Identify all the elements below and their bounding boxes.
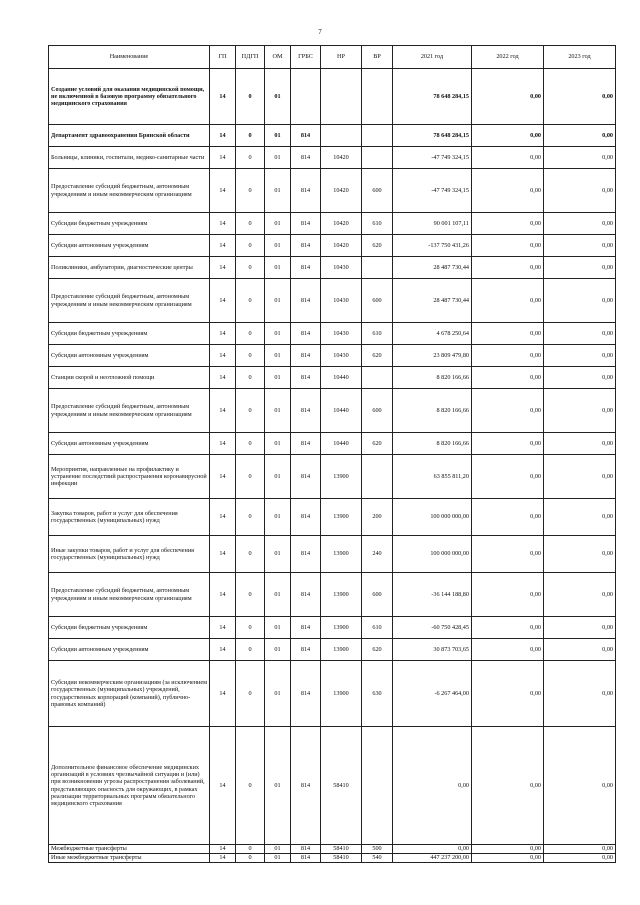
cell-y2021: 8 820 166,66 [393, 389, 472, 433]
table-row [49, 125, 616, 147]
cell-y2021: 28 487 730,44 [393, 279, 472, 323]
table-row [49, 257, 616, 279]
cell-nr: 58410 [321, 854, 362, 863]
cell-gp: 14 [210, 389, 236, 433]
cell-om: 01 [265, 854, 291, 863]
cell-y2023: 0,00 [544, 69, 616, 125]
cell-pdgp: 0 [236, 573, 265, 617]
cell-gp: 14 [210, 455, 236, 499]
table-row [49, 617, 616, 639]
cell-y2023: 0,00 [544, 617, 616, 639]
cell-vr: 610 [362, 213, 393, 235]
cell-grbs: 814 [291, 235, 321, 257]
cell-y2022: 0,00 [472, 854, 544, 863]
cell-om: 01 [265, 727, 291, 845]
cell-vr [362, 257, 393, 279]
table-row [49, 499, 616, 536]
cell-y2023: 0,00 [544, 279, 616, 323]
cell-y2023: 0,00 [544, 639, 616, 661]
cell-y2023: 0,00 [544, 345, 616, 367]
cell-vr: 600 [362, 279, 393, 323]
header-vr: ВР [362, 46, 393, 69]
cell-name: Предоставление субсидий бюджетным, автономным учреждениям и иным некоммерческим организациям [49, 279, 210, 323]
cell-name: Мероприятия, направленные на профилактику и устранение последствий распространения коронавирусной инфекции [49, 455, 210, 499]
cell-om: 01 [265, 536, 291, 573]
cell-om: 01 [265, 279, 291, 323]
cell-name: Субсидии автономным учреждениям [49, 433, 210, 455]
cell-nr: 10440 [321, 389, 362, 433]
cell-om: 01 [265, 235, 291, 257]
cell-nr: 10430 [321, 279, 362, 323]
cell-y2023: 0,00 [544, 125, 616, 147]
cell-grbs: 814 [291, 573, 321, 617]
cell-gp: 14 [210, 854, 236, 863]
cell-pdgp: 0 [236, 147, 265, 169]
cell-vr: 600 [362, 389, 393, 433]
cell-vr: 620 [362, 235, 393, 257]
cell-grbs: 814 [291, 854, 321, 863]
cell-name: Дополнительное финансовое обеспечение медицинских организаций в условиях чрезвычайной ситуации и (или) при возникновении угрозы распространения заболеваний, представляющих опасность для окружающих, в рамках реализации территориальных программ обязательного медицинского страхования [49, 727, 210, 845]
table-row [49, 389, 616, 433]
cell-nr: 13900 [321, 617, 362, 639]
cell-grbs: 814 [291, 345, 321, 367]
cell-pdgp: 0 [236, 854, 265, 863]
cell-vr [362, 727, 393, 845]
cell-y2023: 0,00 [544, 573, 616, 617]
table-row [49, 639, 616, 661]
header-2023: 2023 год [544, 46, 616, 69]
cell-nr: 10420 [321, 235, 362, 257]
cell-y2023: 0,00 [544, 727, 616, 845]
cell-pdgp: 0 [236, 69, 265, 125]
cell-name: Иные закупки товаров, работ и услуг для обеспечения государственных (муниципальных) нужд [49, 536, 210, 573]
cell-nr: 10430 [321, 257, 362, 279]
cell-grbs: 814 [291, 661, 321, 727]
cell-nr: 13900 [321, 639, 362, 661]
cell-gp: 14 [210, 661, 236, 727]
table-row [49, 854, 616, 863]
cell-pdgp: 0 [236, 455, 265, 499]
cell-grbs: 814 [291, 845, 321, 854]
cell-y2023: 0,00 [544, 499, 616, 536]
cell-vr [362, 367, 393, 389]
cell-gp: 14 [210, 147, 236, 169]
cell-y2023: 0,00 [544, 257, 616, 279]
cell-grbs: 814 [291, 433, 321, 455]
cell-vr: 600 [362, 169, 393, 213]
cell-om: 01 [265, 617, 291, 639]
cell-pdgp: 0 [236, 257, 265, 279]
header-om: ОМ [265, 46, 291, 69]
cell-grbs: 814 [291, 213, 321, 235]
cell-y2021: -6 267 464,00 [393, 661, 472, 727]
cell-y2021: -47 749 324,15 [393, 147, 472, 169]
table-row [49, 727, 616, 845]
table-row [49, 279, 616, 323]
cell-name: Закупка товаров, работ и услуг для обеспечения государственных (муниципальных) нужд [49, 499, 210, 536]
cell-grbs: 814 [291, 727, 321, 845]
cell-y2022: 0,00 [472, 433, 544, 455]
cell-y2022: 0,00 [472, 235, 544, 257]
cell-vr: 540 [362, 854, 393, 863]
cell-y2023: 0,00 [544, 661, 616, 727]
cell-grbs: 814 [291, 639, 321, 661]
cell-name: Предоставление субсидий бюджетным, автономным учреждениям и иным некоммерческим организациям [49, 389, 210, 433]
cell-y2023: 0,00 [544, 367, 616, 389]
cell-name: Межбюджетные трансферты [49, 845, 210, 854]
cell-om: 01 [265, 845, 291, 854]
cell-gp: 14 [210, 345, 236, 367]
cell-om: 01 [265, 367, 291, 389]
cell-nr: 10440 [321, 367, 362, 389]
cell-nr: 10420 [321, 147, 362, 169]
cell-gp: 14 [210, 257, 236, 279]
cell-gp: 14 [210, 573, 236, 617]
cell-pdgp: 0 [236, 727, 265, 845]
cell-nr [321, 69, 362, 125]
cell-y2021: 28 487 730,44 [393, 257, 472, 279]
cell-name: Предоставление субсидий бюджетным, автономным учреждениям и иным некоммерческим организациям [49, 169, 210, 213]
header-pdgp: ПДГП [236, 46, 265, 69]
table-row [49, 69, 616, 125]
cell-gp: 14 [210, 279, 236, 323]
cell-pdgp: 0 [236, 617, 265, 639]
cell-y2021: 8 820 166,66 [393, 433, 472, 455]
cell-y2023: 0,00 [544, 389, 616, 433]
cell-vr: 200 [362, 499, 393, 536]
cell-vr: 620 [362, 639, 393, 661]
cell-name: Иные межбюджетные трансферты [49, 854, 210, 863]
cell-y2022: 0,00 [472, 69, 544, 125]
cell-pdgp: 0 [236, 389, 265, 433]
cell-nr: 10420 [321, 169, 362, 213]
cell-om: 01 [265, 433, 291, 455]
cell-om: 01 [265, 147, 291, 169]
cell-pdgp: 0 [236, 499, 265, 536]
cell-y2023: 0,00 [544, 845, 616, 854]
cell-y2022: 0,00 [472, 323, 544, 345]
table-row [49, 213, 616, 235]
cell-gp: 14 [210, 433, 236, 455]
cell-name: Субсидии автономным учреждениям [49, 345, 210, 367]
table-row [49, 573, 616, 617]
table-row [49, 323, 616, 345]
cell-y2023: 0,00 [544, 235, 616, 257]
cell-y2022: 0,00 [472, 727, 544, 845]
cell-y2022: 0,00 [472, 147, 544, 169]
cell-grbs: 814 [291, 323, 321, 345]
cell-om: 01 [265, 345, 291, 367]
cell-om: 01 [265, 455, 291, 499]
cell-pdgp: 0 [236, 213, 265, 235]
cell-pdgp: 0 [236, 169, 265, 213]
cell-name: Субсидии некоммерческим организациям (за исключением государственных (муниципальных) учреждений, государственных корпораций (компаний), публично-правовых компаний) [49, 661, 210, 727]
cell-name: Станции скорой и неотложной помощи [49, 367, 210, 389]
cell-om: 01 [265, 169, 291, 213]
cell-name: Больницы, клиники, госпитали, медико-санитарные части [49, 147, 210, 169]
cell-y2021: -60 750 428,45 [393, 617, 472, 639]
budget-table [48, 45, 616, 863]
cell-gp: 14 [210, 125, 236, 147]
cell-y2021: 30 873 703,65 [393, 639, 472, 661]
cell-nr: 10440 [321, 433, 362, 455]
cell-y2022: 0,00 [472, 279, 544, 323]
cell-om: 01 [265, 499, 291, 536]
cell-gp: 14 [210, 639, 236, 661]
cell-name: Департамент здравоохранения Брянской области [49, 125, 210, 147]
cell-vr: 630 [362, 661, 393, 727]
cell-grbs: 814 [291, 455, 321, 499]
cell-y2023: 0,00 [544, 147, 616, 169]
cell-y2021: 0,00 [393, 845, 472, 854]
cell-y2022: 0,00 [472, 536, 544, 573]
cell-om: 01 [265, 257, 291, 279]
cell-name: Предоставление субсидий бюджетным, автономным учреждениям и иным некоммерческим организациям [49, 573, 210, 617]
cell-grbs: 814 [291, 367, 321, 389]
cell-vr: 610 [362, 617, 393, 639]
cell-y2021: 78 648 284,15 [393, 69, 472, 125]
cell-gp: 14 [210, 69, 236, 125]
cell-grbs: 814 [291, 279, 321, 323]
cell-vr: 610 [362, 323, 393, 345]
cell-vr: 500 [362, 845, 393, 854]
cell-name: Субсидии бюджетным учреждениям [49, 617, 210, 639]
cell-y2021: 78 648 284,15 [393, 125, 472, 147]
cell-nr: 13900 [321, 536, 362, 573]
cell-y2021: 447 237 200,00 [393, 854, 472, 863]
cell-pdgp: 0 [236, 845, 265, 854]
cell-y2022: 0,00 [472, 617, 544, 639]
header-grbs: ГРБС [291, 46, 321, 69]
cell-vr: 620 [362, 345, 393, 367]
cell-vr: 240 [362, 536, 393, 573]
cell-y2022: 0,00 [472, 639, 544, 661]
cell-gp: 14 [210, 169, 236, 213]
cell-nr: 13900 [321, 455, 362, 499]
cell-grbs: 814 [291, 169, 321, 213]
table-row [49, 147, 616, 169]
cell-pdgp: 0 [236, 345, 265, 367]
cell-pdgp: 0 [236, 235, 265, 257]
cell-y2022: 0,00 [472, 367, 544, 389]
cell-grbs: 814 [291, 617, 321, 639]
cell-y2021: -47 749 324,15 [393, 169, 472, 213]
cell-vr [362, 147, 393, 169]
cell-y2022: 0,00 [472, 389, 544, 433]
cell-om: 01 [265, 213, 291, 235]
cell-pdgp: 0 [236, 433, 265, 455]
table-row [49, 661, 616, 727]
cell-grbs: 814 [291, 257, 321, 279]
cell-y2022: 0,00 [472, 345, 544, 367]
cell-y2022: 0,00 [472, 213, 544, 235]
table-row [49, 235, 616, 257]
cell-om: 01 [265, 125, 291, 147]
cell-gp: 14 [210, 536, 236, 573]
cell-nr: 13900 [321, 573, 362, 617]
cell-vr [362, 455, 393, 499]
cell-pdgp: 0 [236, 323, 265, 345]
cell-y2021: 90 001 107,11 [393, 213, 472, 235]
cell-pdgp: 0 [236, 536, 265, 573]
cell-y2021: 23 809 479,80 [393, 345, 472, 367]
cell-gp: 14 [210, 213, 236, 235]
cell-y2023: 0,00 [544, 433, 616, 455]
cell-vr: 620 [362, 433, 393, 455]
cell-nr: 58410 [321, 727, 362, 845]
cell-om: 01 [265, 639, 291, 661]
header-2021: 2021 год [393, 46, 472, 69]
cell-grbs: 814 [291, 125, 321, 147]
cell-gp: 14 [210, 499, 236, 536]
cell-grbs: 814 [291, 536, 321, 573]
cell-name: Субсидии автономным учреждениям [49, 639, 210, 661]
cell-y2021: -137 750 431,26 [393, 235, 472, 257]
cell-y2023: 0,00 [544, 169, 616, 213]
cell-name: Субсидии автономным учреждениям [49, 235, 210, 257]
cell-nr [321, 125, 362, 147]
cell-y2022: 0,00 [472, 455, 544, 499]
table-row [49, 169, 616, 213]
cell-gp: 14 [210, 235, 236, 257]
cell-om: 01 [265, 661, 291, 727]
cell-y2023: 0,00 [544, 323, 616, 345]
header-name: Наименование [49, 46, 210, 69]
cell-om: 01 [265, 69, 291, 125]
cell-gp: 14 [210, 617, 236, 639]
cell-y2022: 0,00 [472, 661, 544, 727]
cell-y2023: 0,00 [544, 213, 616, 235]
cell-y2021: -36 144 188,80 [393, 573, 472, 617]
cell-y2021: 100 000 000,00 [393, 499, 472, 536]
cell-name: Создание условий для оказания медицинской помощи, не включенной в базовую программу обязательного медицинского страхования [49, 69, 210, 125]
cell-gp: 14 [210, 727, 236, 845]
cell-gp: 14 [210, 367, 236, 389]
cell-pdgp: 0 [236, 661, 265, 727]
cell-y2022: 0,00 [472, 169, 544, 213]
cell-vr [362, 125, 393, 147]
cell-gp: 14 [210, 845, 236, 854]
cell-gp: 14 [210, 323, 236, 345]
cell-nr: 13900 [321, 661, 362, 727]
cell-nr: 10430 [321, 345, 362, 367]
cell-pdgp: 0 [236, 639, 265, 661]
cell-om: 01 [265, 389, 291, 433]
cell-y2022: 0,00 [472, 125, 544, 147]
cell-om: 01 [265, 573, 291, 617]
cell-grbs: 814 [291, 499, 321, 536]
table-row [49, 433, 616, 455]
cell-y2021: 4 678 250,64 [393, 323, 472, 345]
cell-nr: 13900 [321, 499, 362, 536]
cell-y2022: 0,00 [472, 845, 544, 854]
cell-nr: 10420 [321, 213, 362, 235]
cell-pdgp: 0 [236, 125, 265, 147]
cell-name: Поликлиники, амбулатории, диагностические центры [49, 257, 210, 279]
cell-vr [362, 69, 393, 125]
cell-vr: 600 [362, 573, 393, 617]
cell-y2021: 63 855 811,20 [393, 455, 472, 499]
page-number: 7 [318, 28, 322, 36]
cell-y2021: 0,00 [393, 727, 472, 845]
cell-nr: 58410 [321, 845, 362, 854]
cell-y2022: 0,00 [472, 573, 544, 617]
cell-om: 01 [265, 323, 291, 345]
table-row [49, 367, 616, 389]
cell-name: Субсидии бюджетным учреждениям [49, 323, 210, 345]
cell-name: Субсидии бюджетным учреждениям [49, 213, 210, 235]
cell-pdgp: 0 [236, 279, 265, 323]
table-row [49, 845, 616, 854]
header-nr: НР [321, 46, 362, 69]
cell-grbs [291, 69, 321, 125]
table-row [49, 536, 616, 573]
header-gp: ГП [210, 46, 236, 69]
cell-y2021: 100 000 000,00 [393, 536, 472, 573]
table-row [49, 345, 616, 367]
cell-y2023: 0,00 [544, 455, 616, 499]
cell-nr: 10430 [321, 323, 362, 345]
cell-y2022: 0,00 [472, 499, 544, 536]
header-row [49, 46, 616, 69]
cell-y2022: 0,00 [472, 257, 544, 279]
cell-y2023: 0,00 [544, 536, 616, 573]
cell-y2021: 8 820 166,66 [393, 367, 472, 389]
cell-pdgp: 0 [236, 367, 265, 389]
cell-y2023: 0,00 [544, 854, 616, 863]
cell-grbs: 814 [291, 147, 321, 169]
table-row [49, 455, 616, 499]
cell-grbs: 814 [291, 389, 321, 433]
header-2022: 2022 год [472, 46, 544, 69]
